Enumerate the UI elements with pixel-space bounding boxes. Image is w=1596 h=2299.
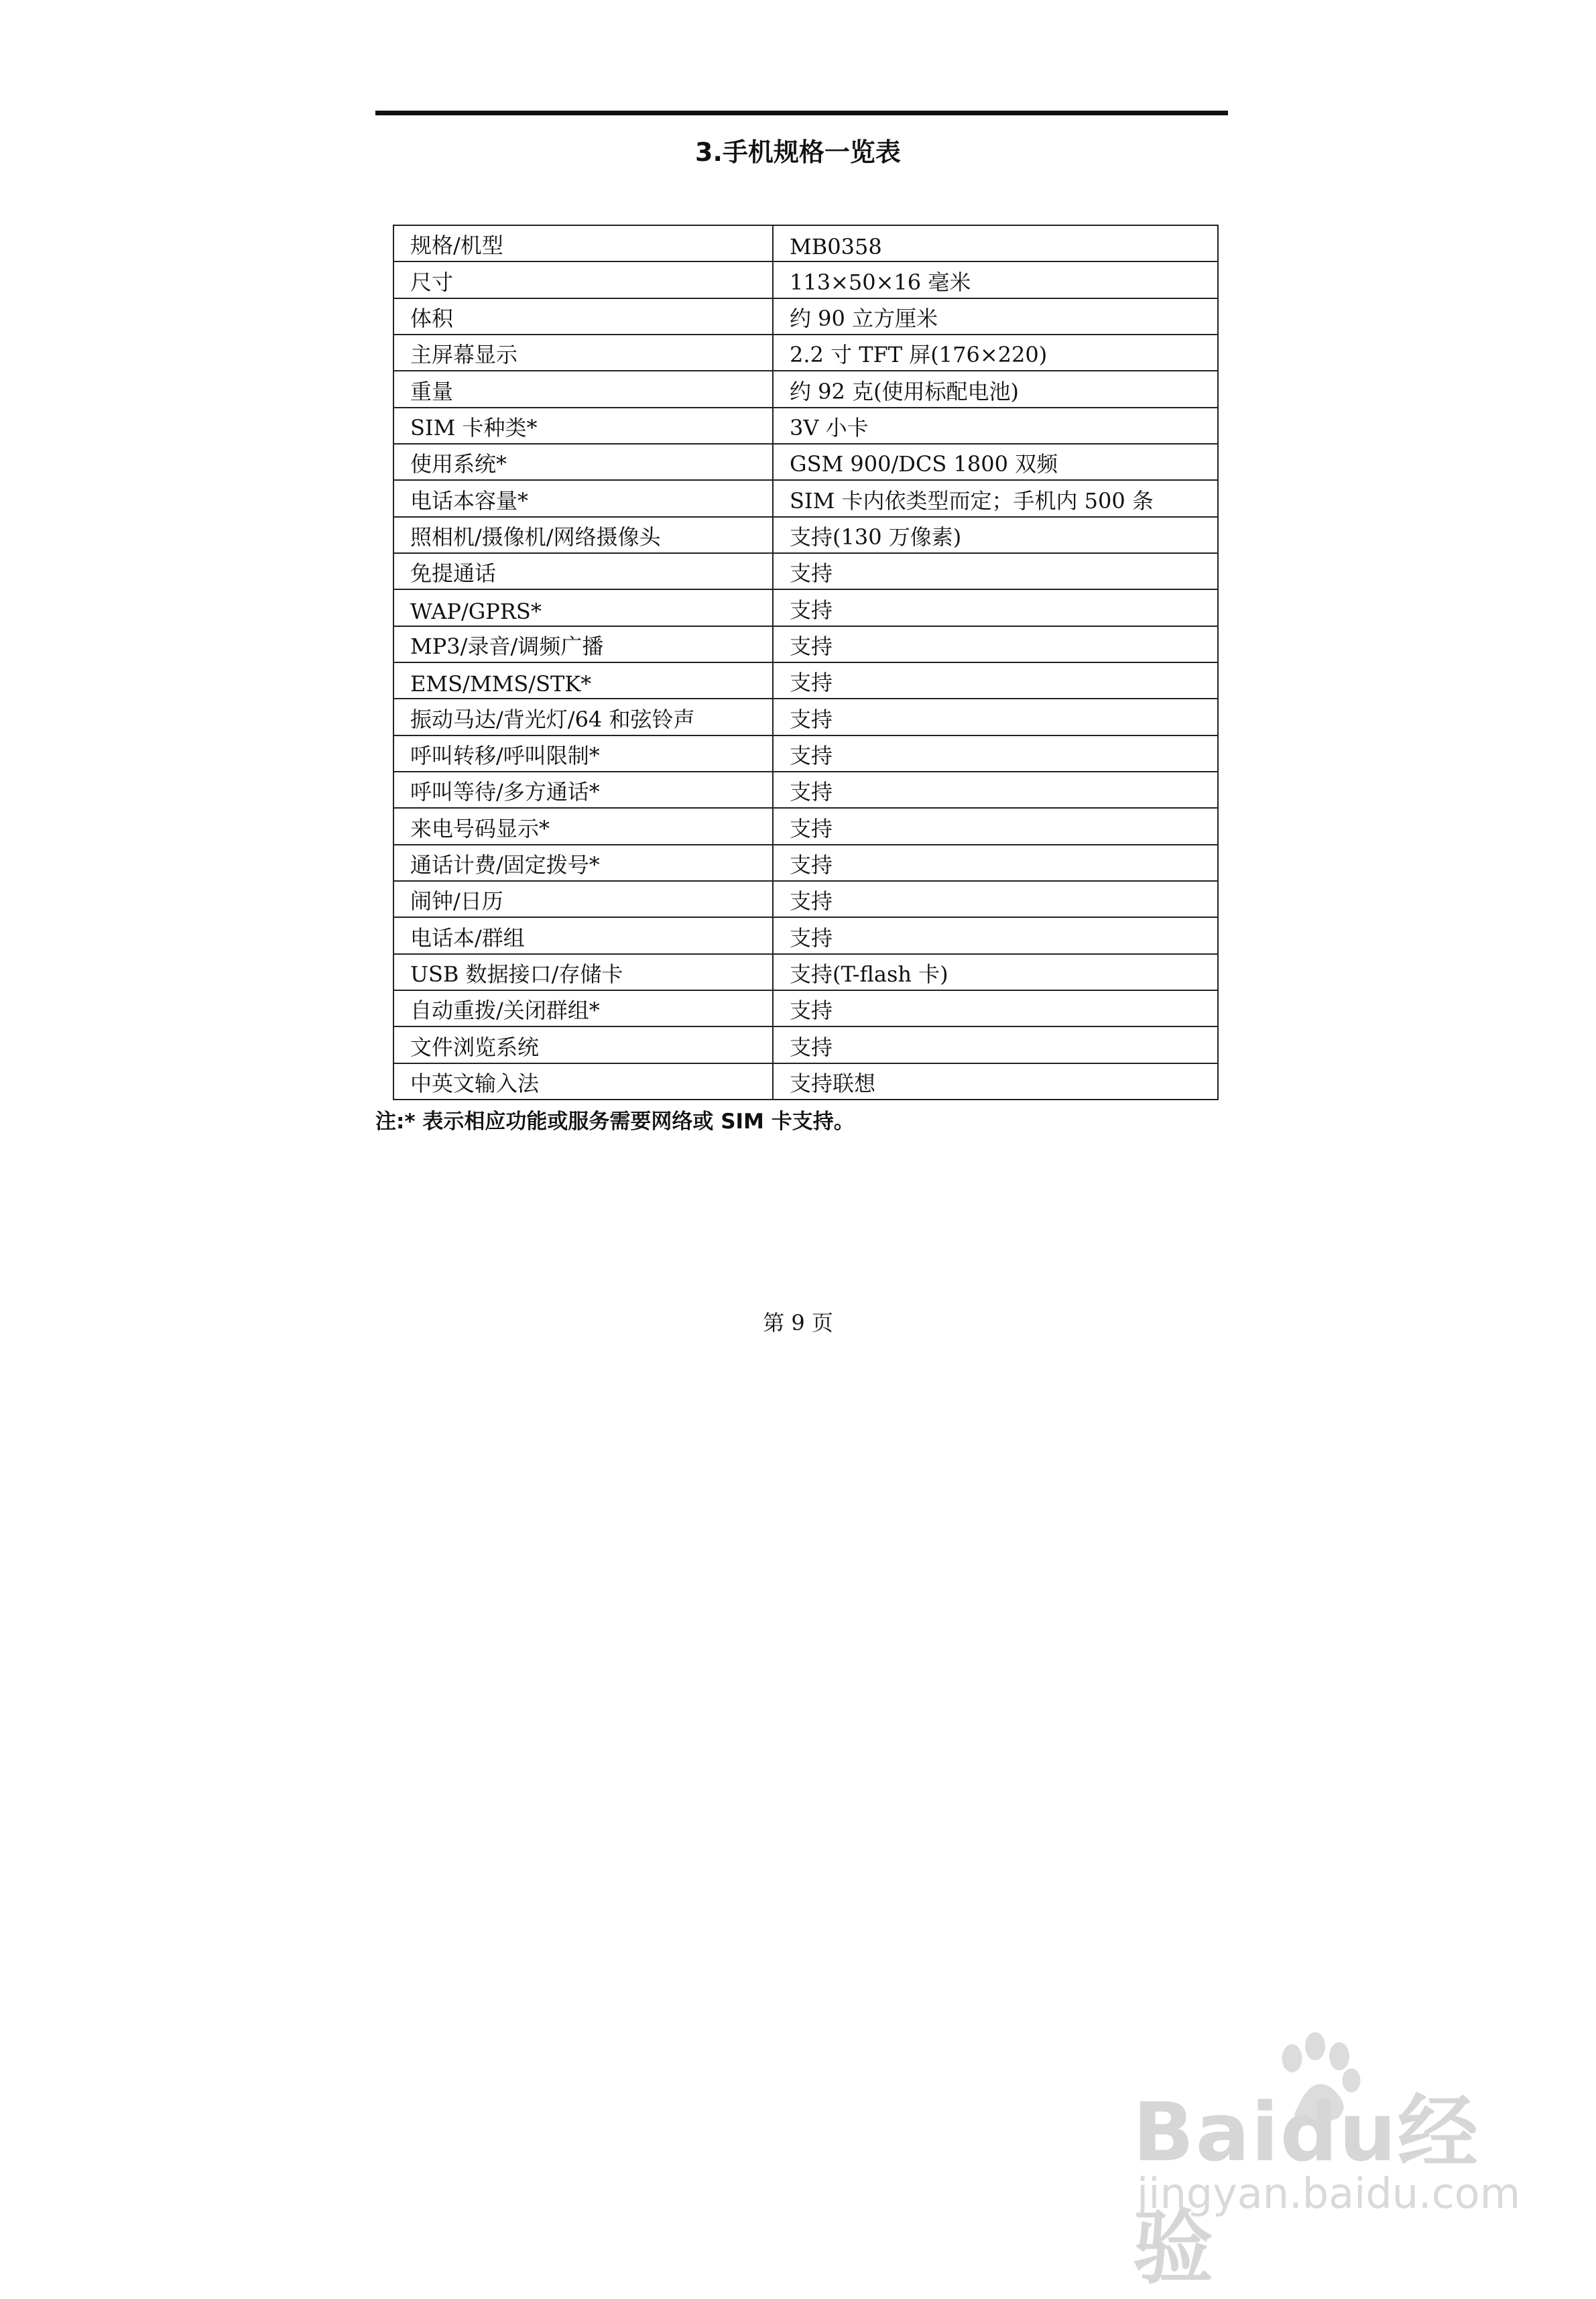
spec-label: 呼叫转移/呼叫限制*: [393, 735, 773, 772]
table-row: [393, 662, 1218, 699]
spec-label: 免提通话: [393, 553, 773, 589]
spec-label: SIM 卡种类*: [393, 408, 773, 444]
spec-value: 支持: [773, 990, 1218, 1026]
spec-value: 支持: [773, 735, 1218, 772]
spec-value: GSM 900/DCS 1800 双频: [773, 444, 1218, 480]
table-row: [393, 845, 1218, 881]
table-row: [393, 517, 1218, 553]
spec-value: 支持: [773, 772, 1218, 808]
table-row: [393, 954, 1218, 990]
table-row: [393, 261, 1218, 298]
spec-label: 通话计费/固定拨号*: [393, 845, 773, 881]
watermark-url: jingyan.baidu.com: [1137, 2169, 1521, 2218]
table-row: [393, 735, 1218, 772]
page-number: 第 9 页: [763, 1310, 833, 1336]
spec-label: 主屏幕显示: [393, 335, 773, 371]
table-row: [393, 480, 1218, 516]
table-row: [393, 917, 1218, 953]
spec-value: 2.2 寸 TFT 屏(176×220): [773, 335, 1218, 371]
spec-value: 支持: [773, 1026, 1218, 1063]
spec-label: 尺寸: [393, 261, 773, 298]
spec-value: 约 90 立方厘米: [773, 298, 1218, 335]
spec-value: 113×50×16 毫米: [773, 261, 1218, 298]
spec-value: 支持: [773, 808, 1218, 844]
spec-label: 使用系统*: [393, 444, 773, 480]
table-row: [393, 408, 1218, 444]
spec-label: 振动马达/背光灯/64 和弦铃声: [393, 699, 773, 735]
spec-label: USB 数据接口/存储卡: [393, 954, 773, 990]
spec-label: 电话本容量*: [393, 480, 773, 516]
spec-value: 支持: [773, 626, 1218, 662]
spec-value: MB0358: [773, 225, 1218, 261]
table-row: [393, 335, 1218, 371]
spec-value: 3V 小卡: [773, 408, 1218, 444]
spec-value: 支持联想: [773, 1063, 1218, 1100]
table-row: [393, 626, 1218, 662]
spec-value: SIM 卡内依类型而定；手机内 500 条: [773, 480, 1218, 516]
table-row: [393, 990, 1218, 1026]
spec-label: 自动重拨/关闭群组*: [393, 990, 773, 1026]
spec-label: EMS/MMS/STK*: [393, 662, 773, 699]
spec-label: 中英文输入法: [393, 1063, 773, 1100]
table-row: [393, 881, 1218, 917]
spec-label: 电话本/群组: [393, 917, 773, 953]
spec-value: 支持: [773, 881, 1218, 917]
spec-value: 支持: [773, 589, 1218, 626]
spec-label: WAP/GPRS*: [393, 589, 773, 626]
spec-label: 来电号码显示*: [393, 808, 773, 844]
spec-label: 文件浏览系统: [393, 1026, 773, 1063]
spec-value: 支持(130 万像素): [773, 517, 1218, 553]
watermark-logo: Baidu经验: [1133, 2086, 1479, 2295]
page-title: 3.手机规格一览表: [695, 137, 901, 167]
table-row: [393, 589, 1218, 626]
spec-value: 支持: [773, 662, 1218, 699]
table-row: [393, 699, 1218, 735]
table-row: [393, 772, 1218, 808]
spec-value: 支持: [773, 917, 1218, 953]
spec-value: 约 92 克(使用标配电池): [773, 371, 1218, 407]
spec-label: 规格/机型: [393, 225, 773, 261]
spec-label: 照相机/摄像机/网络摄像头: [393, 517, 773, 553]
table-row: [393, 225, 1218, 261]
spec-value: 支持: [773, 845, 1218, 881]
table-row: [393, 444, 1218, 480]
table-row: [393, 553, 1218, 589]
spec-value: 支持(T-flash 卡): [773, 954, 1218, 990]
table-row: [393, 298, 1218, 335]
watermark: [1133, 2068, 1528, 2295]
table-row: [393, 808, 1218, 844]
spec-label: MP3/录音/调频广播: [393, 626, 773, 662]
table-row: [393, 1026, 1218, 1063]
spec-label: 呼叫等待/多方通话*: [393, 772, 773, 808]
spec-label: 重量: [393, 371, 773, 407]
spec-table: [393, 225, 1219, 1100]
spec-label: 闹钟/日历: [393, 881, 773, 917]
spec-label: 体积: [393, 298, 773, 335]
spec-table-body: [393, 225, 1218, 1100]
table-row: [393, 1063, 1218, 1100]
spec-value: 支持: [773, 699, 1218, 735]
header-rule: [375, 111, 1228, 115]
spec-value: 支持: [773, 553, 1218, 589]
footnote: 注:* 表示相应功能或服务需要网络或 SIM 卡支持。: [375, 1110, 855, 1134]
table-row: [393, 371, 1218, 407]
